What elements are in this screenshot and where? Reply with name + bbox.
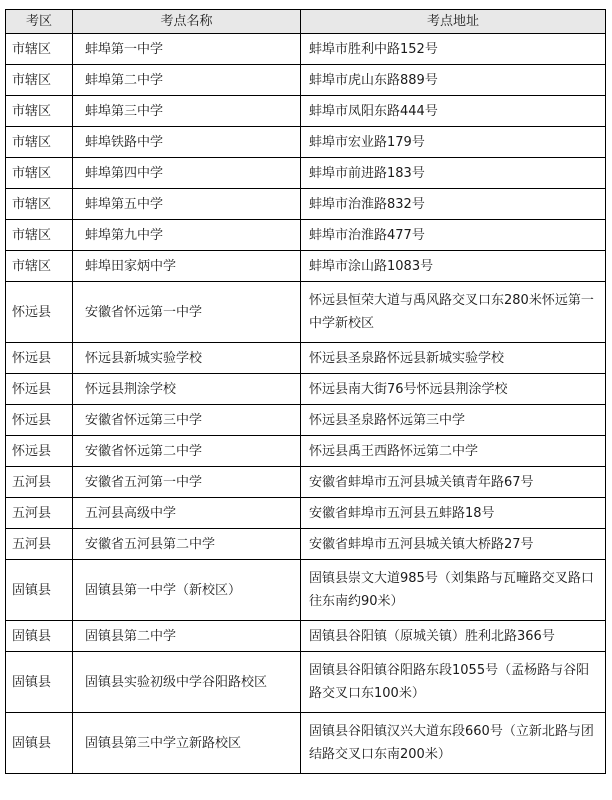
site-name-cell: 蚌埠第五中学 [73, 189, 301, 220]
site-address-cell: 蚌埠市虎山东路889号 [301, 65, 606, 96]
district-cell: 市辖区 [6, 34, 73, 65]
table-row [6, 158, 606, 189]
table-header-row [6, 10, 606, 34]
site-name-cell: 安徽省五河县第二中学 [73, 529, 301, 560]
table-row [6, 282, 606, 343]
site-address-cell: 安徽省蚌埠市五河县城关镇青年路67号 [301, 467, 606, 498]
site-name-cell: 固镇县第三中学立新路校区 [73, 713, 301, 774]
site-address-cell: 怀远县恒荣大道与禹风路交叉口东280米怀远第一中学新校区 [301, 282, 606, 343]
site-name-cell: 怀远县荆涂学校 [73, 374, 301, 405]
site-name-cell: 蚌埠第一中学 [73, 34, 301, 65]
district-cell: 市辖区 [6, 65, 73, 96]
table-row [6, 65, 606, 96]
site-address-cell: 安徽省蚌埠市五河县五蚌路18号 [301, 498, 606, 529]
site-address-cell: 固镇县谷阳镇（原城关镇）胜利北路366号 [301, 621, 606, 652]
header-site-name: 考点名称 [73, 10, 301, 34]
site-name-cell: 蚌埠第三中学 [73, 96, 301, 127]
site-name-cell: 怀远县新城实验学校 [73, 343, 301, 374]
site-name-cell: 蚌埠铁路中学 [73, 127, 301, 158]
district-cell: 怀远县 [6, 282, 73, 343]
site-address-cell: 蚌埠市治淮路477号 [301, 220, 606, 251]
site-name-cell: 安徽省五河第一中学 [73, 467, 301, 498]
site-name-cell: 固镇县第二中学 [73, 621, 301, 652]
site-address-cell: 固镇县崇文大道985号（刘集路与瓦疃路交叉路口往东南约90米） [301, 560, 606, 621]
site-address-cell: 蚌埠市涂山路1083号 [301, 251, 606, 282]
table-row [6, 498, 606, 529]
site-name-cell: 蚌埠第四中学 [73, 158, 301, 189]
table-row [6, 374, 606, 405]
table-row [6, 34, 606, 65]
site-name-cell: 安徽省怀远第一中学 [73, 282, 301, 343]
site-name-cell: 固镇县第一中学（新校区） [73, 560, 301, 621]
district-cell: 固镇县 [6, 652, 73, 713]
header-site-address: 考点地址 [301, 10, 606, 34]
site-address-cell: 蚌埠市治淮路832号 [301, 189, 606, 220]
district-cell: 五河县 [6, 529, 73, 560]
district-cell: 市辖区 [6, 189, 73, 220]
table-row [6, 189, 606, 220]
table-row [6, 652, 606, 713]
site-address-cell: 固镇县谷阳镇汉兴大道东段660号（立新北路与团结路交叉口东南200米） [301, 713, 606, 774]
site-address-cell: 怀远县圣泉路怀远第三中学 [301, 405, 606, 436]
site-name-cell: 蚌埠田家炳中学 [73, 251, 301, 282]
district-cell: 五河县 [6, 498, 73, 529]
table-row [6, 343, 606, 374]
table-row [6, 127, 606, 158]
header-district: 考区 [6, 10, 73, 34]
site-address-cell: 怀远县禹王西路怀远第二中学 [301, 436, 606, 467]
district-cell: 怀远县 [6, 374, 73, 405]
site-name-cell: 蚌埠第二中学 [73, 65, 301, 96]
site-address-cell: 蚌埠市凤阳东路444号 [301, 96, 606, 127]
site-address-cell: 蚌埠市前进路183号 [301, 158, 606, 189]
site-address-cell: 怀远县圣泉路怀远县新城实验学校 [301, 343, 606, 374]
district-cell: 固镇县 [6, 560, 73, 621]
site-name-cell: 五河县高级中学 [73, 498, 301, 529]
district-cell: 怀远县 [6, 405, 73, 436]
district-cell: 市辖区 [6, 158, 73, 189]
table-row [6, 467, 606, 498]
district-cell: 五河县 [6, 467, 73, 498]
district-cell: 市辖区 [6, 96, 73, 127]
table-row [6, 560, 606, 621]
table-row [6, 529, 606, 560]
site-address-cell: 蚌埠市宏业路179号 [301, 127, 606, 158]
exam-sites-table [5, 9, 606, 774]
site-name-cell: 蚌埠第九中学 [73, 220, 301, 251]
table-row [6, 713, 606, 774]
district-cell: 市辖区 [6, 127, 73, 158]
site-address-cell: 蚌埠市胜利中路152号 [301, 34, 606, 65]
site-address-cell: 固镇县谷阳镇谷阳路东段1055号（孟杨路与谷阳路交叉口东100米） [301, 652, 606, 713]
table-row [6, 621, 606, 652]
site-name-cell: 安徽省怀远第二中学 [73, 436, 301, 467]
district-cell: 怀远县 [6, 436, 73, 467]
table-row [6, 220, 606, 251]
district-cell: 固镇县 [6, 621, 73, 652]
table-row [6, 251, 606, 282]
district-cell: 怀远县 [6, 343, 73, 374]
site-address-cell: 安徽省蚌埠市五河县城关镇大桥路27号 [301, 529, 606, 560]
site-name-cell: 固镇县实验初级中学谷阳路校区 [73, 652, 301, 713]
site-name-cell: 安徽省怀远第三中学 [73, 405, 301, 436]
table-row [6, 405, 606, 436]
district-cell: 市辖区 [6, 220, 73, 251]
table-row [6, 96, 606, 127]
district-cell: 固镇县 [6, 713, 73, 774]
table-row [6, 436, 606, 467]
district-cell: 市辖区 [6, 251, 73, 282]
site-address-cell: 怀远县南大街76号怀远县荆涂学校 [301, 374, 606, 405]
